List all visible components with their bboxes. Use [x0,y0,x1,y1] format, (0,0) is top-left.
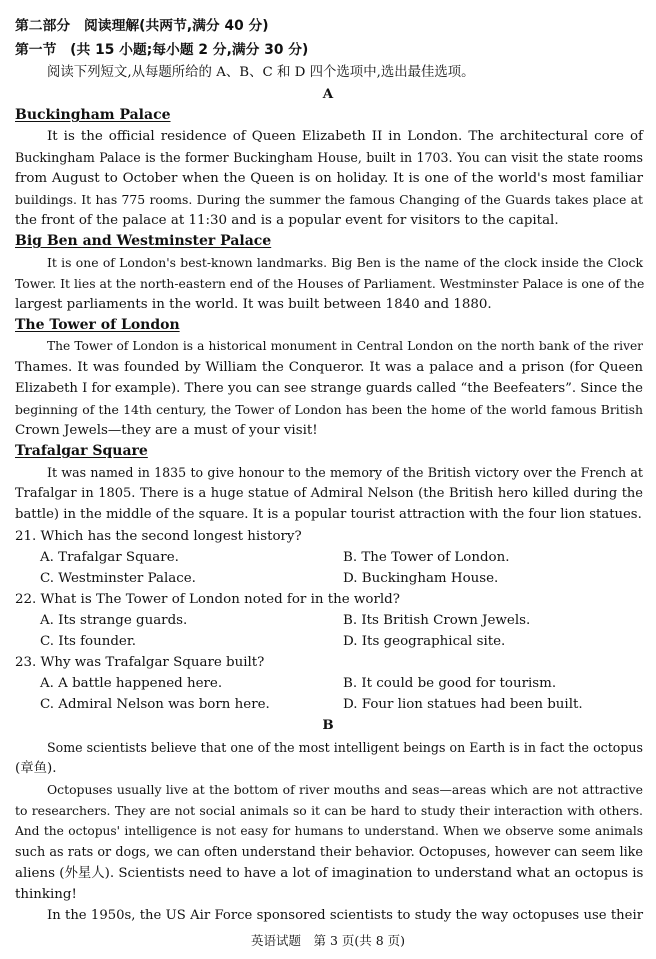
q23-option-c[interactable]: C. Admiral Nelson was born here. [40,697,270,712]
q23-option-a[interactable]: A. A battle happened here. [40,676,223,691]
paragraph-line: to researchers. They are not social animals so it can be hard to study their interaction with others. [15,803,643,818]
paragraph-line: Octopuses usually live at the bottom of river mouths and seas—areas which are not attractive [47,782,643,797]
section-title-tower: The Tower of London [15,317,180,333]
q22-option-a[interactable]: A. Its strange guards. [40,613,188,628]
section-title-big-ben: Big Ben and Westminster Palace [15,233,272,249]
passage-b-label: B [322,717,334,733]
question-stem-23: 23. Why was Trafalgar Square built? [15,655,265,670]
q23-option-b[interactable]: B. It could be good for tourism. [343,676,557,691]
paragraph-line: Buckingham Palace is the former Buckingham House, built in 1703. You can visit the state rooms [15,150,643,165]
instruction: 阅读下列短文,从每题所给的 A、B、C 和 D 四个选项中,选出最佳选项。 [47,65,475,80]
part-header: 第二部分 阅读理解(共两节,满分 40 分) [15,18,269,34]
q21-option-c[interactable]: C. Westminster Palace. [40,571,196,586]
paragraph-line: Some scientists believe that one of the most intelligent beings on Earth is in fact the octopus [47,740,643,755]
paragraph-line: battle) in the middle of the square. It is a popular tourist attraction with the four lion statues. [15,507,642,522]
q23-option-d[interactable]: D. Four lion statues had been built. [343,697,583,712]
paragraph-line: thinking! [15,887,77,902]
q22-option-c[interactable]: C. Its founder. [40,634,137,649]
paragraph-line: Thames. It was founded by William the Conqueror. It was a palace and a prison (for Queen [15,360,643,375]
paragraph-line: In the 1950s, the US Air Force sponsored scientists to study the way octopuses use their [47,908,643,923]
paragraph-line: Crown Jewels—they are a must of your visit! [15,423,318,438]
paragraph-line: largest parliaments in the world. It was built between 1840 and 1880. [15,297,492,312]
paragraph-line: from August to October when the Queen is on holiday. It is one of the world's most familiar [15,171,643,186]
section-header: 第一节 (共 15 小题;每小题 2 分,满分 30 分) [15,42,309,58]
paragraph-line: buildings. It has 775 rooms. During the summer the famous Changing of the Guards takes place at [15,192,643,207]
paragraph-line: And the octopus' intelligence is not easy for humans to understand. When we observe some animals [15,824,643,838]
q21-option-b[interactable]: B. The Tower of London. [343,550,510,565]
q21-option-a[interactable]: A. Trafalgar Square. [40,550,179,565]
paragraph-line: Elizabeth I for example). There you can see strange guards called “the Beefeaters”. Since the [15,381,643,396]
passage-a-label: A [322,86,334,102]
q22-option-d[interactable]: D. Its geographical site. [343,634,506,649]
paragraph-line: beginning of the 14th century, the Tower of London has been the home of the world famous British [15,402,643,417]
paragraph-line: Tower. It lies at the north-eastern end of the Houses of Parliament. Westminster Palace is one of the [15,276,645,291]
question-stem-21: 21. Which has the second longest history? [15,529,302,544]
paragraph-line: Trafalgar in 1805. There is a huge statue of Admiral Nelson (the British hero killed during the [15,486,643,501]
q21-option-d[interactable]: D. Buckingham House. [343,571,499,586]
paragraph-line: It was named in 1835 to give honour to the memory of the British victory over the French at [47,465,643,480]
paragraph-line: the front of the palace at 11:30 and is a popular event for visitors to the capital. [15,213,559,228]
paragraph-line: It is the official residence of Queen Elizabeth II in London. The architectural core of [47,129,643,144]
paragraph-line: such as rats or dogs, we can often understand their behavior. Octopuses, however can seem like [15,845,643,860]
paragraph-line: aliens (外星人). Scientists need to have a lot of imagination to understand what an octopus is [15,866,644,881]
paragraph-line: (章鱼). [15,761,57,776]
page-footer: 英语试题 第 3 页(共 8 页) [250,933,406,948]
section-title-trafalgar: Trafalgar Square [15,443,148,459]
paragraph-line: The Tower of London is a historical monument in Central London on the north bank of the river [47,339,643,353]
paragraph-line: It is one of London's best-known landmarks. Big Ben is the name of the clock inside the Clock [47,255,643,270]
section-title-buckingham: Buckingham Palace [15,107,171,123]
question-stem-22: 22. What is The Tower of London noted for in the world? [15,592,400,607]
q22-option-b[interactable]: B. Its British Crown Jewels. [343,613,531,628]
